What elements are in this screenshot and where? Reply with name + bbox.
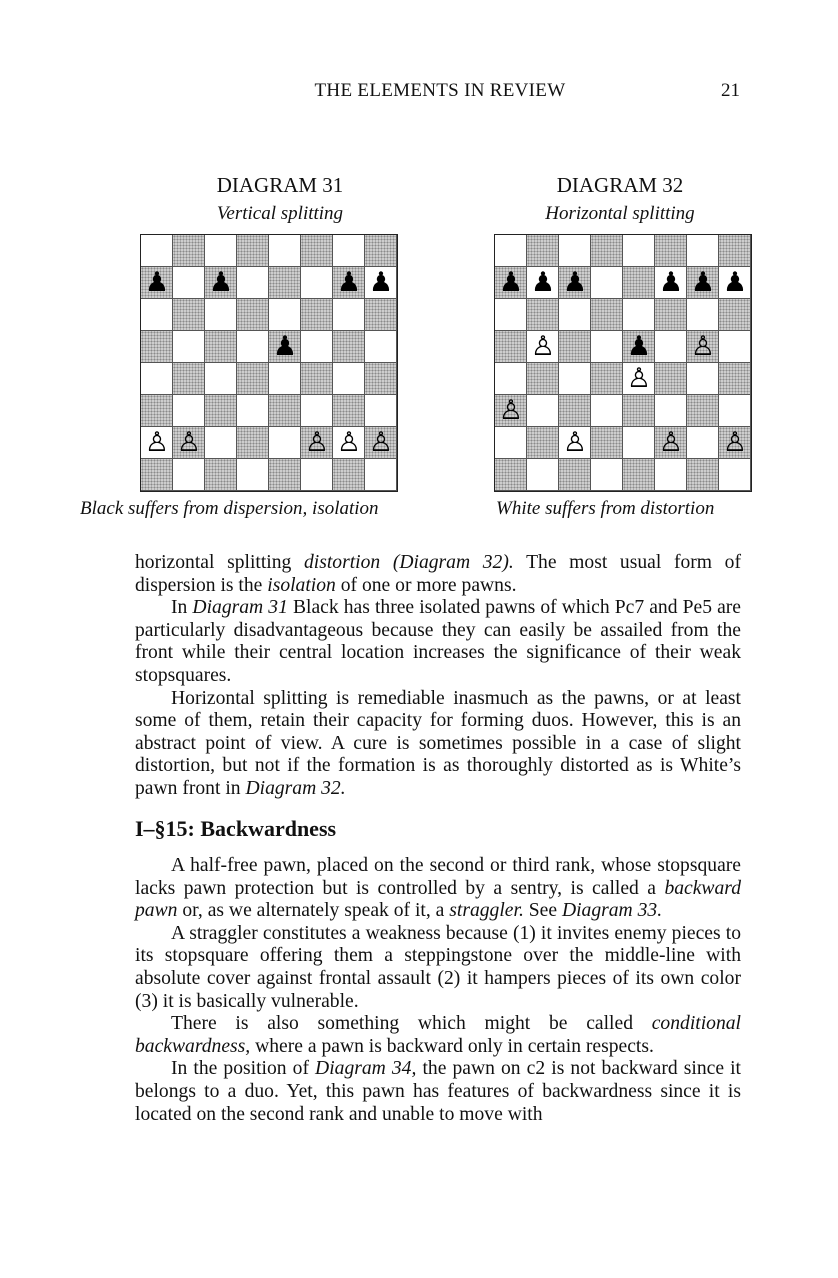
italic-run: distortion (Diagram 32). <box>303 552 514 573</box>
square-a8 <box>495 235 527 267</box>
square-d3 <box>237 395 269 427</box>
square-a1 <box>141 459 173 491</box>
text-run: In <box>171 597 193 619</box>
square-h4 <box>365 363 397 395</box>
text-run: A straggler constitutes a weakness because (1) it invites enemy pieces to its stopsquare offering them a steppingstone over the middle-line with absolute cover against frontal assault (2) it hampers pieces of its own color (3) it is basically vulnerable. <box>135 922 741 1012</box>
white-pawn-a2: ♙ <box>144 427 170 458</box>
white-pawn-c2: ♙ <box>562 427 588 458</box>
white-pawn-h2: ♙ <box>722 427 748 458</box>
square-e3 <box>623 395 655 427</box>
paragraph <box>135 855 741 923</box>
square-f8 <box>301 235 333 267</box>
black-pawn-e5: ♟ <box>626 331 652 362</box>
running-head-title: THE ELEMENTS IN REVIEW <box>314 80 566 101</box>
black-pawn-g7: ♟ <box>336 267 362 298</box>
black-pawn-f7: ♟ <box>658 267 684 298</box>
square-g8 <box>333 235 365 267</box>
square-f6 <box>301 299 333 331</box>
text-run: In the position of <box>171 1058 316 1080</box>
text-run: The most usual form of dispersion is the <box>135 552 741 596</box>
diagram-32-title: DIAGRAM 32 <box>556 173 684 197</box>
square-a8 <box>141 235 173 267</box>
square-c4 <box>205 363 237 395</box>
diagram-31-subtitle: Vertical splitting <box>216 203 344 224</box>
text-run: There is also something which might be called <box>171 1013 652 1035</box>
square-f4 <box>655 363 687 395</box>
black-pawn-g7: ♟ <box>690 267 716 298</box>
black-pawn-a7: ♟ <box>498 267 524 298</box>
white-pawn-a3: ♙ <box>498 395 524 426</box>
square-d2 <box>591 427 623 459</box>
square-e3 <box>269 395 301 427</box>
section-heading: I–§15: Backwardness <box>135 816 337 841</box>
italic-run: Diagram 31 <box>192 597 288 619</box>
square-e4 <box>269 363 301 395</box>
black-pawn-h7: ♟ <box>368 267 394 298</box>
square-e2 <box>623 427 655 459</box>
square-d2 <box>237 427 269 459</box>
black-pawn-e5: ♟ <box>272 331 298 362</box>
square-d5 <box>591 331 623 363</box>
square-b4 <box>527 363 559 395</box>
square-d7 <box>591 267 623 299</box>
square-c1 <box>559 459 591 491</box>
text-run: of one or more pawns. <box>335 574 517 596</box>
square-h6 <box>365 299 397 331</box>
square-c5 <box>559 331 591 363</box>
text-run: where a pawn is backward only in certain respects. <box>250 1035 654 1057</box>
chessboard-32 <box>494 234 752 492</box>
square-g3 <box>687 395 719 427</box>
square-c6 <box>205 299 237 331</box>
square-b4 <box>173 363 205 395</box>
square-b5 <box>173 331 205 363</box>
diagram-32 <box>460 170 780 492</box>
square-g6 <box>333 299 365 331</box>
italic-run: backward pawn <box>135 877 741 922</box>
black-pawn-c7: ♟ <box>562 267 588 298</box>
square-e8 <box>623 235 655 267</box>
white-pawn-f2: ♙ <box>658 427 684 458</box>
square-d7 <box>237 267 269 299</box>
square-a4 <box>495 363 527 395</box>
square-f3 <box>301 395 333 427</box>
square-d8 <box>237 235 269 267</box>
diagram-31 <box>120 170 440 492</box>
text-run: A half-free pawn, placed on the second or third rank, whose stopsquare lacks pawn protection but is controlled by a sentry, is called a <box>135 855 741 899</box>
square-g1 <box>687 459 719 491</box>
square-d4 <box>237 363 269 395</box>
paragraph <box>135 923 741 1013</box>
chessboard-31 <box>140 234 398 492</box>
white-pawn-b2: ♙ <box>176 427 202 458</box>
square-e1 <box>269 459 301 491</box>
paragraph <box>135 552 741 597</box>
white-pawn-g2: ♙ <box>336 427 362 458</box>
square-b1 <box>173 459 205 491</box>
square-d5 <box>237 331 269 363</box>
square-c2 <box>205 427 237 459</box>
square-h8 <box>365 235 397 267</box>
square-e1 <box>623 459 655 491</box>
square-b3 <box>173 395 205 427</box>
paragraph <box>135 597 741 687</box>
square-e7 <box>269 267 301 299</box>
text-run: horizontal splitting <box>135 552 304 573</box>
white-pawn-h2: ♙ <box>368 427 394 458</box>
italic-run: conditional backwardness, <box>135 1013 741 1057</box>
square-a1 <box>495 459 527 491</box>
square-g4 <box>687 363 719 395</box>
square-d6 <box>591 299 623 331</box>
square-d3 <box>591 395 623 427</box>
square-b7 <box>173 267 205 299</box>
page-number: 21 <box>721 80 740 101</box>
square-b1 <box>527 459 559 491</box>
square-c5 <box>205 331 237 363</box>
white-pawn-g5: ♙ <box>690 331 716 362</box>
square-g4 <box>333 363 365 395</box>
square-d1 <box>237 459 269 491</box>
diagram-31-title: DIAGRAM 31 <box>216 173 344 197</box>
paragraph <box>135 1013 741 1058</box>
square-f5 <box>301 331 333 363</box>
body-text-upper <box>135 552 741 801</box>
square-f6 <box>655 299 687 331</box>
diagram-32-caption: White suffers from distortion <box>496 498 715 519</box>
text-run: Black has three isolated pawns of which Pc7 and Pe5 are particularly disadvantageous because they can easily be assailed from the front while their central location increases the significance of their weak stopsquares. <box>135 597 741 686</box>
square-g1 <box>333 459 365 491</box>
italic-run: straggler. <box>449 900 524 922</box>
text-run: or, as we alternately speak of it, a <box>177 900 450 922</box>
square-e6 <box>269 299 301 331</box>
square-g6 <box>687 299 719 331</box>
square-d4 <box>591 363 623 395</box>
square-f1 <box>301 459 333 491</box>
text-run: the pawn on c2 is not backward since it belongs to a duo. Yet, this pawn has features of backwardness since it is located on the second rank and unable to move with <box>135 1058 741 1125</box>
square-f4 <box>301 363 333 395</box>
black-pawn-c7: ♟ <box>208 267 234 298</box>
square-h5 <box>365 331 397 363</box>
square-a3 <box>141 395 173 427</box>
square-h1 <box>719 459 751 491</box>
diagram-31-caption: Black suffers from dispersion, isolation <box>80 498 379 519</box>
text-run: See <box>523 900 562 922</box>
white-pawn-e4: ♙ <box>626 363 652 394</box>
square-g3 <box>333 395 365 427</box>
square-g5 <box>333 331 365 363</box>
square-e2 <box>269 427 301 459</box>
square-d8 <box>591 235 623 267</box>
italic-run: Diagram 34, <box>315 1058 417 1080</box>
square-c3 <box>559 395 591 427</box>
square-c8 <box>559 235 591 267</box>
square-e8 <box>269 235 301 267</box>
square-b8 <box>527 235 559 267</box>
black-pawn-a7: ♟ <box>144 267 170 298</box>
black-pawn-h7: ♟ <box>722 267 748 298</box>
square-c6 <box>559 299 591 331</box>
white-pawn-b5: ♙ <box>530 331 556 362</box>
square-b6 <box>527 299 559 331</box>
square-b6 <box>173 299 205 331</box>
square-h3 <box>719 395 751 427</box>
running-head <box>140 80 740 108</box>
square-d1 <box>591 459 623 491</box>
square-a2 <box>495 427 527 459</box>
italic-run: isolation <box>267 574 336 596</box>
paragraph <box>135 688 741 801</box>
paragraph <box>135 1058 741 1126</box>
square-b2 <box>527 427 559 459</box>
square-c8 <box>205 235 237 267</box>
square-f3 <box>655 395 687 427</box>
square-b3 <box>527 395 559 427</box>
square-c3 <box>205 395 237 427</box>
square-b8 <box>173 235 205 267</box>
square-h6 <box>719 299 751 331</box>
square-f5 <box>655 331 687 363</box>
italic-run: Diagram 32. <box>245 777 346 799</box>
text-run: Horizontal splitting is remediable inasmuch as the pawns, or at least some of them, retain their capacity for forming duos. However, this is an abstract point of view. A cure is sometimes possible in a case of slight distortion, but not if the formation is as thoroughly distorted as is White’s pawn front in <box>135 687 741 799</box>
square-h3 <box>365 395 397 427</box>
square-e7 <box>623 267 655 299</box>
square-c4 <box>559 363 591 395</box>
square-f7 <box>301 267 333 299</box>
square-a5 <box>141 331 173 363</box>
square-a6 <box>495 299 527 331</box>
square-g8 <box>687 235 719 267</box>
square-a6 <box>141 299 173 331</box>
square-h8 <box>719 235 751 267</box>
white-pawn-f2: ♙ <box>304 427 330 458</box>
square-a4 <box>141 363 173 395</box>
square-h1 <box>365 459 397 491</box>
square-f8 <box>655 235 687 267</box>
square-e6 <box>623 299 655 331</box>
diagram-32-subtitle: Horizontal splitting <box>545 203 695 224</box>
square-c1 <box>205 459 237 491</box>
body-text-lower <box>135 855 741 1126</box>
square-h5 <box>719 331 751 363</box>
black-pawn-b7: ♟ <box>530 267 556 298</box>
square-d6 <box>237 299 269 331</box>
square-f1 <box>655 459 687 491</box>
square-a5 <box>495 331 527 363</box>
square-h4 <box>719 363 751 395</box>
italic-run: Diagram 33. <box>561 900 663 922</box>
square-g2 <box>687 427 719 459</box>
